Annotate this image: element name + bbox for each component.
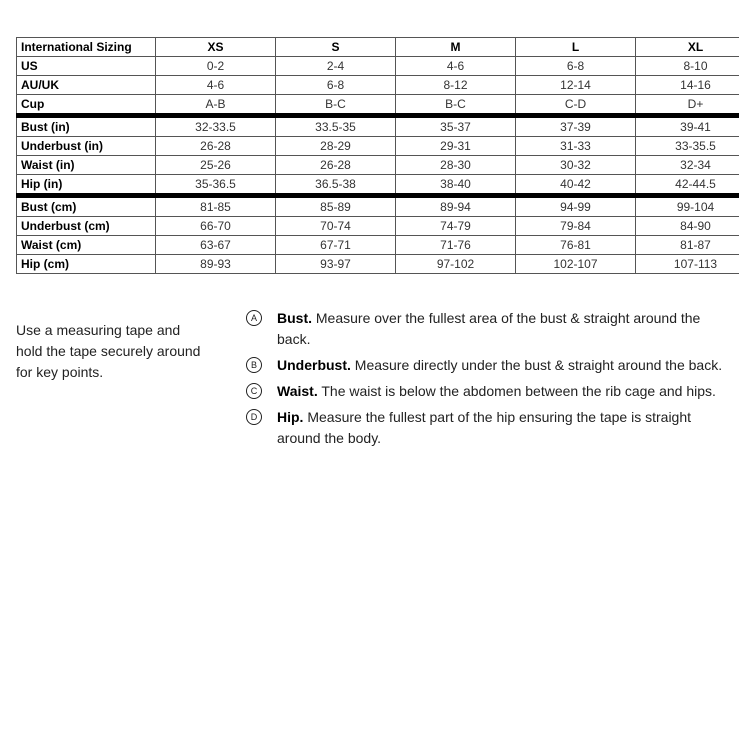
table-cell: 38-40 <box>396 175 516 196</box>
table-row <box>17 137 739 156</box>
table-cell: 6-8 <box>516 57 636 76</box>
step-term: Waist. <box>277 383 318 399</box>
step-term: Hip. <box>277 409 304 425</box>
row-label: Cup <box>17 95 156 116</box>
table-row <box>17 217 739 236</box>
table-cell: 28-30 <box>396 156 516 175</box>
intro-text: Use a measuring tape and hold the tape securely around for key points. <box>16 322 201 380</box>
row-label: Underbust (cm) <box>17 217 156 236</box>
table-cell: 4-6 <box>156 76 276 95</box>
table-cell: 26-28 <box>156 137 276 156</box>
letter-d-icon: D <box>246 409 262 425</box>
table-cell: 40-42 <box>516 175 636 196</box>
table-cell: 102-107 <box>516 255 636 274</box>
table-cell: 76-81 <box>516 236 636 255</box>
row-label: Underbust (in) <box>17 137 156 156</box>
table-cell: 6-8 <box>276 76 396 95</box>
table-cell: 99-104 <box>636 196 739 217</box>
header-xs: XS <box>156 38 276 57</box>
table-row <box>17 156 739 175</box>
table-row <box>17 236 739 255</box>
table-cell: 39-41 <box>636 116 739 137</box>
table-cell: 12-14 <box>516 76 636 95</box>
table-row <box>17 76 739 95</box>
step-description: Measure the fullest part of the hip ensuring the tape is straight around the body. <box>277 409 692 446</box>
table-cell: A-B <box>156 95 276 116</box>
table-cell: 81-87 <box>636 236 739 255</box>
table-cell: 70-74 <box>276 217 396 236</box>
header-xl: XL <box>636 38 739 57</box>
header-s: S <box>276 38 396 57</box>
letter-b-icon: B <box>246 357 262 373</box>
step-underbust <box>246 355 726 376</box>
letter-a-icon: A <box>246 310 262 326</box>
row-label: Bust (cm) <box>17 196 156 217</box>
table-cell: 29-31 <box>396 137 516 156</box>
step-hip <box>246 407 726 449</box>
table-cell: 25-26 <box>156 156 276 175</box>
table-cell: 36.5-38 <box>276 175 396 196</box>
header-l: L <box>516 38 636 57</box>
table-cell: 8-12 <box>396 76 516 95</box>
table-cell: 94-99 <box>516 196 636 217</box>
table-cell: 32-33.5 <box>156 116 276 137</box>
table-row <box>17 95 739 116</box>
table-cell: 84-90 <box>636 217 739 236</box>
row-label: AU/UK <box>17 76 156 95</box>
table-row <box>17 196 739 217</box>
table-cell: 14-16 <box>636 76 739 95</box>
step-bust <box>246 308 726 350</box>
table-cell: 30-32 <box>516 156 636 175</box>
row-label: Bust (in) <box>17 116 156 137</box>
table-cell: 32-34 <box>636 156 739 175</box>
table-cell: 79-84 <box>516 217 636 236</box>
table-cell: C-D <box>516 95 636 116</box>
table-row <box>17 57 739 76</box>
header-international-sizing: International Sizing <box>17 38 156 57</box>
header-m: M <box>396 38 516 57</box>
table-cell: 89-93 <box>156 255 276 274</box>
table-cell: 67-71 <box>276 236 396 255</box>
row-label: Hip (in) <box>17 175 156 196</box>
table-header-row <box>17 38 739 57</box>
table-cell: 74-79 <box>396 217 516 236</box>
table-cell: 26-28 <box>276 156 396 175</box>
table-cell: 37-39 <box>516 116 636 137</box>
table-cell: 2-4 <box>276 57 396 76</box>
row-label: Waist (cm) <box>17 236 156 255</box>
table-cell: 35-36.5 <box>156 175 276 196</box>
table-cell: D+ <box>636 95 739 116</box>
step-description: The waist is below the abdomen between the rib cage and hips. <box>317 383 716 399</box>
table-cell: 81-85 <box>156 196 276 217</box>
table-row <box>17 116 739 137</box>
table-cell: 33.5-35 <box>276 116 396 137</box>
table-cell: 28-29 <box>276 137 396 156</box>
table-cell: 89-94 <box>396 196 516 217</box>
table-cell: 63-67 <box>156 236 276 255</box>
row-label: US <box>17 57 156 76</box>
step-description: Measure directly under the bust & straight around the back. <box>350 357 723 373</box>
table-cell: 4-6 <box>396 57 516 76</box>
table-cell: 31-33 <box>516 137 636 156</box>
table-row <box>17 255 739 274</box>
row-label: Waist (in) <box>17 156 156 175</box>
table-row <box>17 175 739 196</box>
table-cell: 42-44.5 <box>636 175 739 196</box>
table-cell: 85-89 <box>276 196 396 217</box>
table-cell: 33-35.5 <box>636 137 739 156</box>
letter-c-icon: C <box>246 383 262 399</box>
row-label: Hip (cm) <box>17 255 156 274</box>
step-waist <box>246 381 726 402</box>
table-cell: B-C <box>396 95 516 116</box>
table-cell: 71-76 <box>396 236 516 255</box>
table-cell: 35-37 <box>396 116 516 137</box>
table-cell: 97-102 <box>396 255 516 274</box>
table-cell: 66-70 <box>156 217 276 236</box>
size-chart-table <box>16 37 739 274</box>
table-cell: 93-97 <box>276 255 396 274</box>
table-cell: 107-113 <box>636 255 739 274</box>
step-term: Bust. <box>277 310 312 326</box>
step-term: Underbust. <box>277 357 351 373</box>
table-cell: 8-10 <box>636 57 739 76</box>
step-description: Measure over the fullest area of the bust & straight around the back. <box>277 310 701 347</box>
table-cell: 0-2 <box>156 57 276 76</box>
measurement-steps <box>246 308 726 454</box>
table-cell: B-C <box>276 95 396 116</box>
